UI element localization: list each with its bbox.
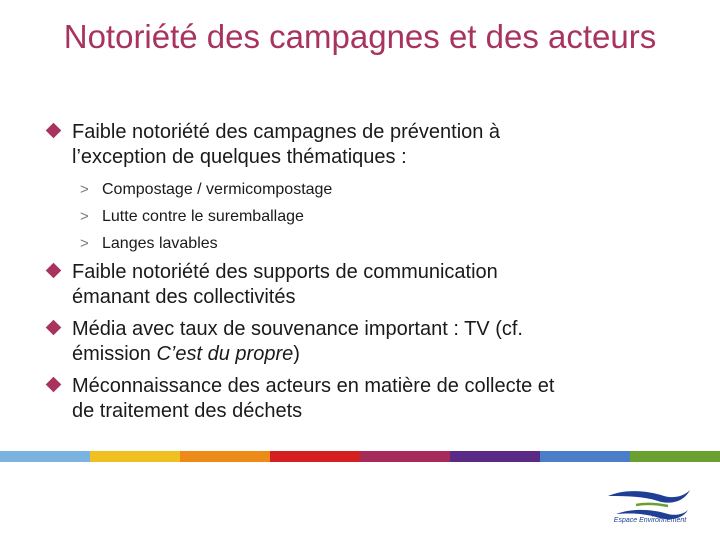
bullet-item: [44, 317, 684, 367]
sub-list: [44, 176, 684, 257]
stripe-segment: [360, 451, 450, 462]
sub-item-label: Compostage / vermicompostage: [102, 181, 333, 198]
stripe-segment: [270, 451, 360, 462]
bullet-line: Méconnaissance des acteurs en matière de collecte et: [72, 375, 555, 397]
bullet-item: [44, 374, 684, 424]
stripe-segment: [180, 451, 270, 462]
bullet-item: [44, 120, 684, 170]
stripe-segment: [450, 451, 540, 462]
stripe-segment: [0, 451, 90, 462]
stripe-segment: [540, 451, 630, 462]
diamond-bullet-icon: [46, 123, 62, 139]
slide-content: [44, 120, 684, 424]
bullet-line: Média avec taux de souvenance important : TV (cf.: [72, 318, 523, 340]
bullet-line: Faible notoriété des campagnes de prévention à: [72, 121, 501, 143]
stripe-segment: [90, 451, 180, 462]
sub-item-label: Langes lavables: [102, 235, 218, 252]
bullet-item: [44, 260, 684, 310]
diamond-bullet-icon: [46, 320, 62, 336]
bullet-line: l’exception de quelques thématiques :: [72, 146, 407, 168]
sub-item: [80, 230, 684, 257]
logo-text: Espace Environnement: [613, 517, 687, 524]
diamond-bullet-icon: [46, 377, 62, 393]
stripe-segment: [630, 451, 720, 462]
bullet-line: de traitement des déchets: [72, 400, 303, 422]
bullet-text: émission: [72, 343, 157, 365]
slide-title: Notoriété des campagnes et des acteurs: [63, 18, 657, 55]
sub-item-label: Lutte contre le suremballage: [102, 208, 304, 225]
sub-item: [80, 203, 684, 230]
emission-title: C’est du propre: [156, 343, 294, 365]
diamond-bullet-icon: [46, 263, 62, 279]
sub-item: [80, 176, 684, 203]
chevron-right-icon: >: [80, 181, 89, 198]
chevron-right-icon: >: [80, 235, 89, 252]
bullet-text: ): [293, 343, 300, 365]
bullet-line: Faible notoriété des supports de communication: [72, 261, 498, 283]
bullet-line: [72, 342, 684, 367]
chevron-right-icon: >: [80, 208, 89, 225]
color-stripe: [0, 451, 720, 462]
bullet-line: émanant des collectivités: [72, 286, 296, 308]
